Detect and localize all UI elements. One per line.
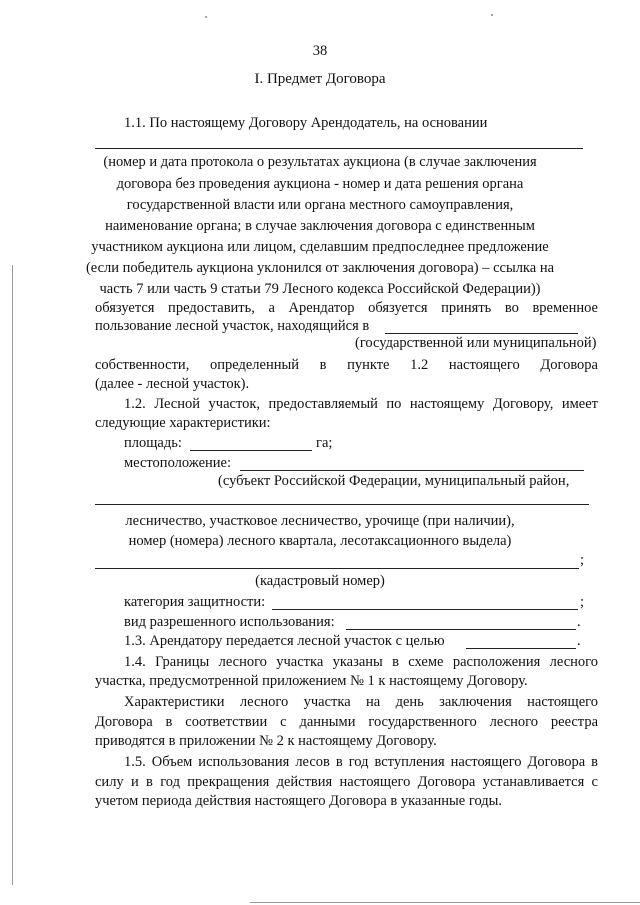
paragraph-line: учетом периода действия настоящего Договора в указанные годы. — [95, 793, 503, 809]
blank-line — [95, 504, 589, 505]
note-line: часть 7 или часть 9 статьи 79 Лесного кодекса Российской Федерации)) — [99, 281, 541, 297]
paragraph-line: Договора в соответствии с данными государственного лесного реестра — [95, 714, 598, 730]
permitted-use-label: вид разрешенного использования: — [124, 614, 335, 630]
note-line: договора без проведения аукциона - номер и дата решения органа — [116, 176, 524, 192]
protection-category-label: категория защитности: — [124, 594, 266, 610]
paragraph-line: (далее - лесной участок). — [95, 376, 250, 392]
paragraph-line: Характеристики лесного участка на день заключения настоящего — [124, 694, 598, 710]
blank-line — [95, 148, 583, 149]
scan-speck — [491, 14, 493, 16]
line-end-punct: ; — [580, 552, 585, 568]
area-label: площадь: — [124, 435, 182, 451]
clause-1-2: 1.2. Лесной участок, предоставляемый по настоящему Договору, имеет — [124, 396, 598, 412]
permitted-use-blank — [346, 629, 576, 630]
scan-edge-bottom — [250, 902, 640, 903]
scan-speck — [205, 16, 207, 18]
location-label: местоположение: — [124, 455, 231, 471]
paragraph-line: обязуется предоставить, а Арендатор обязуется принять во временное — [95, 300, 598, 316]
area-unit: га; — [316, 435, 333, 451]
paragraph-line: собственности, определенный в пункте 1.2 настоящего Договора — [95, 357, 598, 373]
clause-1-4: 1.4. Границы лесного участка указаны в схеме расположения лесного — [124, 654, 598, 670]
clause-1-1: 1.1. По настоящему Договору Арендодатель, на основании — [124, 115, 488, 131]
paragraph-line: участка, предусмотренной приложением № 1 к настоящему Договору. — [95, 673, 528, 689]
line-end-punct: . — [577, 633, 581, 649]
note-line: (номер и дата протокола о результатах аукциона (в случае заключения — [103, 154, 537, 170]
section-title: I. Предмет Договора — [254, 71, 386, 87]
note-line: номер (номера) лесного квартала, лесотаксационного выдела) — [128, 533, 512, 549]
note-line: участником аукциона или лицом, сделавшим предпоследнее предложение — [91, 239, 549, 255]
blank-line — [95, 568, 579, 569]
paragraph-line: следующие характеристики: — [95, 415, 271, 431]
clause-1-3: 1.3. Арендатору передается лесной участок с целью — [124, 633, 445, 649]
purpose-blank — [466, 648, 576, 649]
paragraph-line: приводятся в приложении № 2 к настоящему Договору. — [95, 733, 437, 749]
line-end-punct: . — [577, 614, 581, 630]
page-number: 38 — [312, 43, 328, 59]
note-line: (субъект Российской Федерации, муниципальный район, — [218, 473, 570, 489]
area-blank — [190, 450, 312, 451]
line-end-punct: ; — [580, 594, 585, 610]
location-blank — [240, 470, 584, 471]
note-line: лесничество, участковое лесничество, урочище (при наличии), — [125, 513, 515, 529]
note-line: государственной власти или органа местного самоуправления, — [126, 197, 514, 213]
protection-category-blank — [272, 609, 578, 610]
note-line: (государственной или муниципальной) — [355, 335, 597, 351]
clause-1-5: 1.5. Объем использования лесов в год вступления настоящего Договора в — [124, 754, 598, 770]
note-line: (кадастровый номер) — [255, 573, 385, 589]
paragraph-line: силу и в год прекращения действия настоящего Договора устанавливается с — [95, 774, 598, 790]
paragraph-line: пользование лесной участок, находящийся в — [95, 318, 370, 334]
note-line: наименование органа; в случае заключения договора с единственным — [105, 218, 535, 234]
note-line: (если победитель аукциона уклонился от заключения договора) – ссылка на — [85, 260, 555, 276]
